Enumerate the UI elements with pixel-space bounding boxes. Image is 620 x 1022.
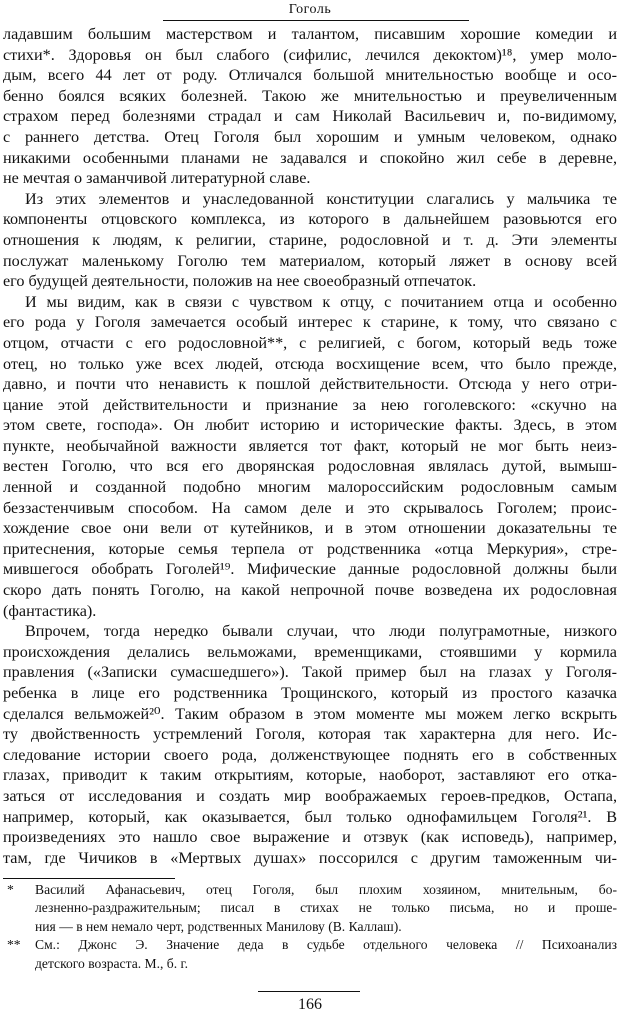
text-line: там, где Чичиков в «Мертвых душах» поссорился с другим таможенным чи- [3,848,617,867]
footnote-line [3,881,617,899]
text-line: дым, всего 44 лет от роду. Отличался большой мнительностью вообще и осо- [3,66,617,85]
page-number: 166 [298,996,322,1013]
text-line: никакими особенными планами не задавался и спокойно жил себе в деревне, [3,148,617,167]
footnote-text: Василий Афанасьевич, отец Гоголя, был плохим хозяином, мнительным, бо- [35,882,617,897]
text-line: притеснения, которые семья терпела от родственника «отца Меркурия», стре- [3,539,617,558]
header-rule [163,20,469,21]
footnote-separator [3,878,175,879]
page-number-rule [258,991,360,992]
footnote-text: См.: Джонс Э. Значение деда в судьбе отдельного человека // Психоанализ [35,937,617,953]
text-line: отец, но только уже всех людей, отсюда восхищение всем, что было прежде, [3,354,617,373]
text-line: ладавшим большим мастерством и талантом, писавшим хорошие комедии и [3,25,617,43]
text-line: правления («Записки сумасшедшего»). Такой пример был на глазах у Гоголя- [3,663,617,682]
text-line: отцом, отчасти с его родословной**, с религией, с богом, который ведь тоже [3,333,617,352]
text-line: происхождения делались вельможами, временщиками, стоявшими у кормила [3,642,617,661]
text-line: произведениях это нашло свое выражение и отзвук (как исповедь), например, [3,828,617,847]
text-line: сделался вельможей²⁰. Таким образом в этом моменте мы можем легко вскрыть [3,704,617,723]
text-line: его будущей деятельности, положив на нее своеобразный отпечаток. [3,272,477,291]
text-line: ту двойственность устремлений Гоголя, которая так характерна для него. Ис- [3,725,617,744]
text-line: не мечтая о заманчивой литературной славе. [3,169,311,188]
text-line: скоро дать понять Гоголю, на какой непрочной почве возведена их родословная [3,581,617,600]
text-line: (фантастика). [3,601,97,620]
footnote-line [3,936,617,954]
text-line: ленной и созданной подобно многим малороссийским родословным самым [3,478,617,497]
text-line: страхом перед болезнями страдал и сам Николай Васильевич и, по-видимому, [3,107,617,126]
text-line: беззастенчивым способом. На самом деле и это скрывалось Гоголем; проис- [3,498,617,517]
text-line: хождение свое они вели от кутейников, и в этом отношении доказательны те [3,519,617,538]
text-line: вестен Гоголю, что вся его дворянская родословная являлась дутой, вымыш- [3,457,617,476]
footnote-line: ния — в нем немало черт, родственных Манилову (В. Каллаш). [35,918,402,934]
text-line: его рода у Гоголя замечается особый интерес к старине, к тому, что связано с [3,313,617,332]
text-line: давно, и почти что ненависть к пошлой действительности. Отсюда у него отри- [3,375,617,394]
text-line: цание этой действительности и признание за нею гоголевского: «скучно на [3,395,617,414]
text-line: следование истории своего рода, долженствующее поднять его в собственных [3,745,617,764]
text-line: этом свете, господа». Он любит историю и исторические факты. Здесь, в этом [3,416,617,435]
text-line: компоненты отцовского комплекса, из которого в дальнейшем разовьются его [3,210,617,229]
text-line: стихи*. Здоровья он был слабого (сифилис, лечился декоктом)¹⁸, умер моло- [3,45,617,64]
text-line: ребенка в лице его родственника Трощинского, который из простого казачка [3,684,617,702]
main-text [3,24,617,868]
footnote-marker: ** [7,937,21,953]
text-line: послужат маленькому Гоголю тем материалом, который ляжет в основу всей [3,251,617,270]
footnote-line: детского возраста. М., б. г. [35,955,188,971]
text-line: мившегося обобрать Гоголей¹⁹. Мифические данные родословной должны были [3,560,617,579]
text-line: Впрочем, тогда нередко бывали случаи, что люди полуграмотные, низкого [25,622,617,641]
text-line: глазах, приводит к таким открытиям, которые, наоборот, заставляют его отка- [3,766,617,785]
running-title: Гоголь [288,2,332,17]
footnote-marker: * [7,882,14,897]
text-line: например, который, как оказывается, был только однофамильцем Гоголя²¹. В [3,807,617,826]
text-line: бенно боялся всяких болезней. Такою же мнительностью и преувеличенным [3,86,617,105]
text-line: отношения к людям, к религии, старине, родословной и т. д. Эти элементы [3,230,617,249]
text-line: пункте, необычайной важности является тот факт, который не мог быть неиз- [3,436,617,455]
text-line: заться от исследования и создать мир воображаемых героев-предков, Остапа, [3,786,617,805]
footnote-line: лезненно-раздражительным; писал в стихах не только письма, но и проше- [35,900,617,916]
text-line: Из этих элементов и унаследованной конституции слагались у мальчика те [25,189,617,208]
text-line: с раннего детства. Отец Гоголя был хорошим и умным человеком, однако [3,127,617,146]
text-line: И мы видим, как в связи с чувством к отцу, с почитанием отца и особенно [25,292,617,311]
footnotes [3,881,617,973]
